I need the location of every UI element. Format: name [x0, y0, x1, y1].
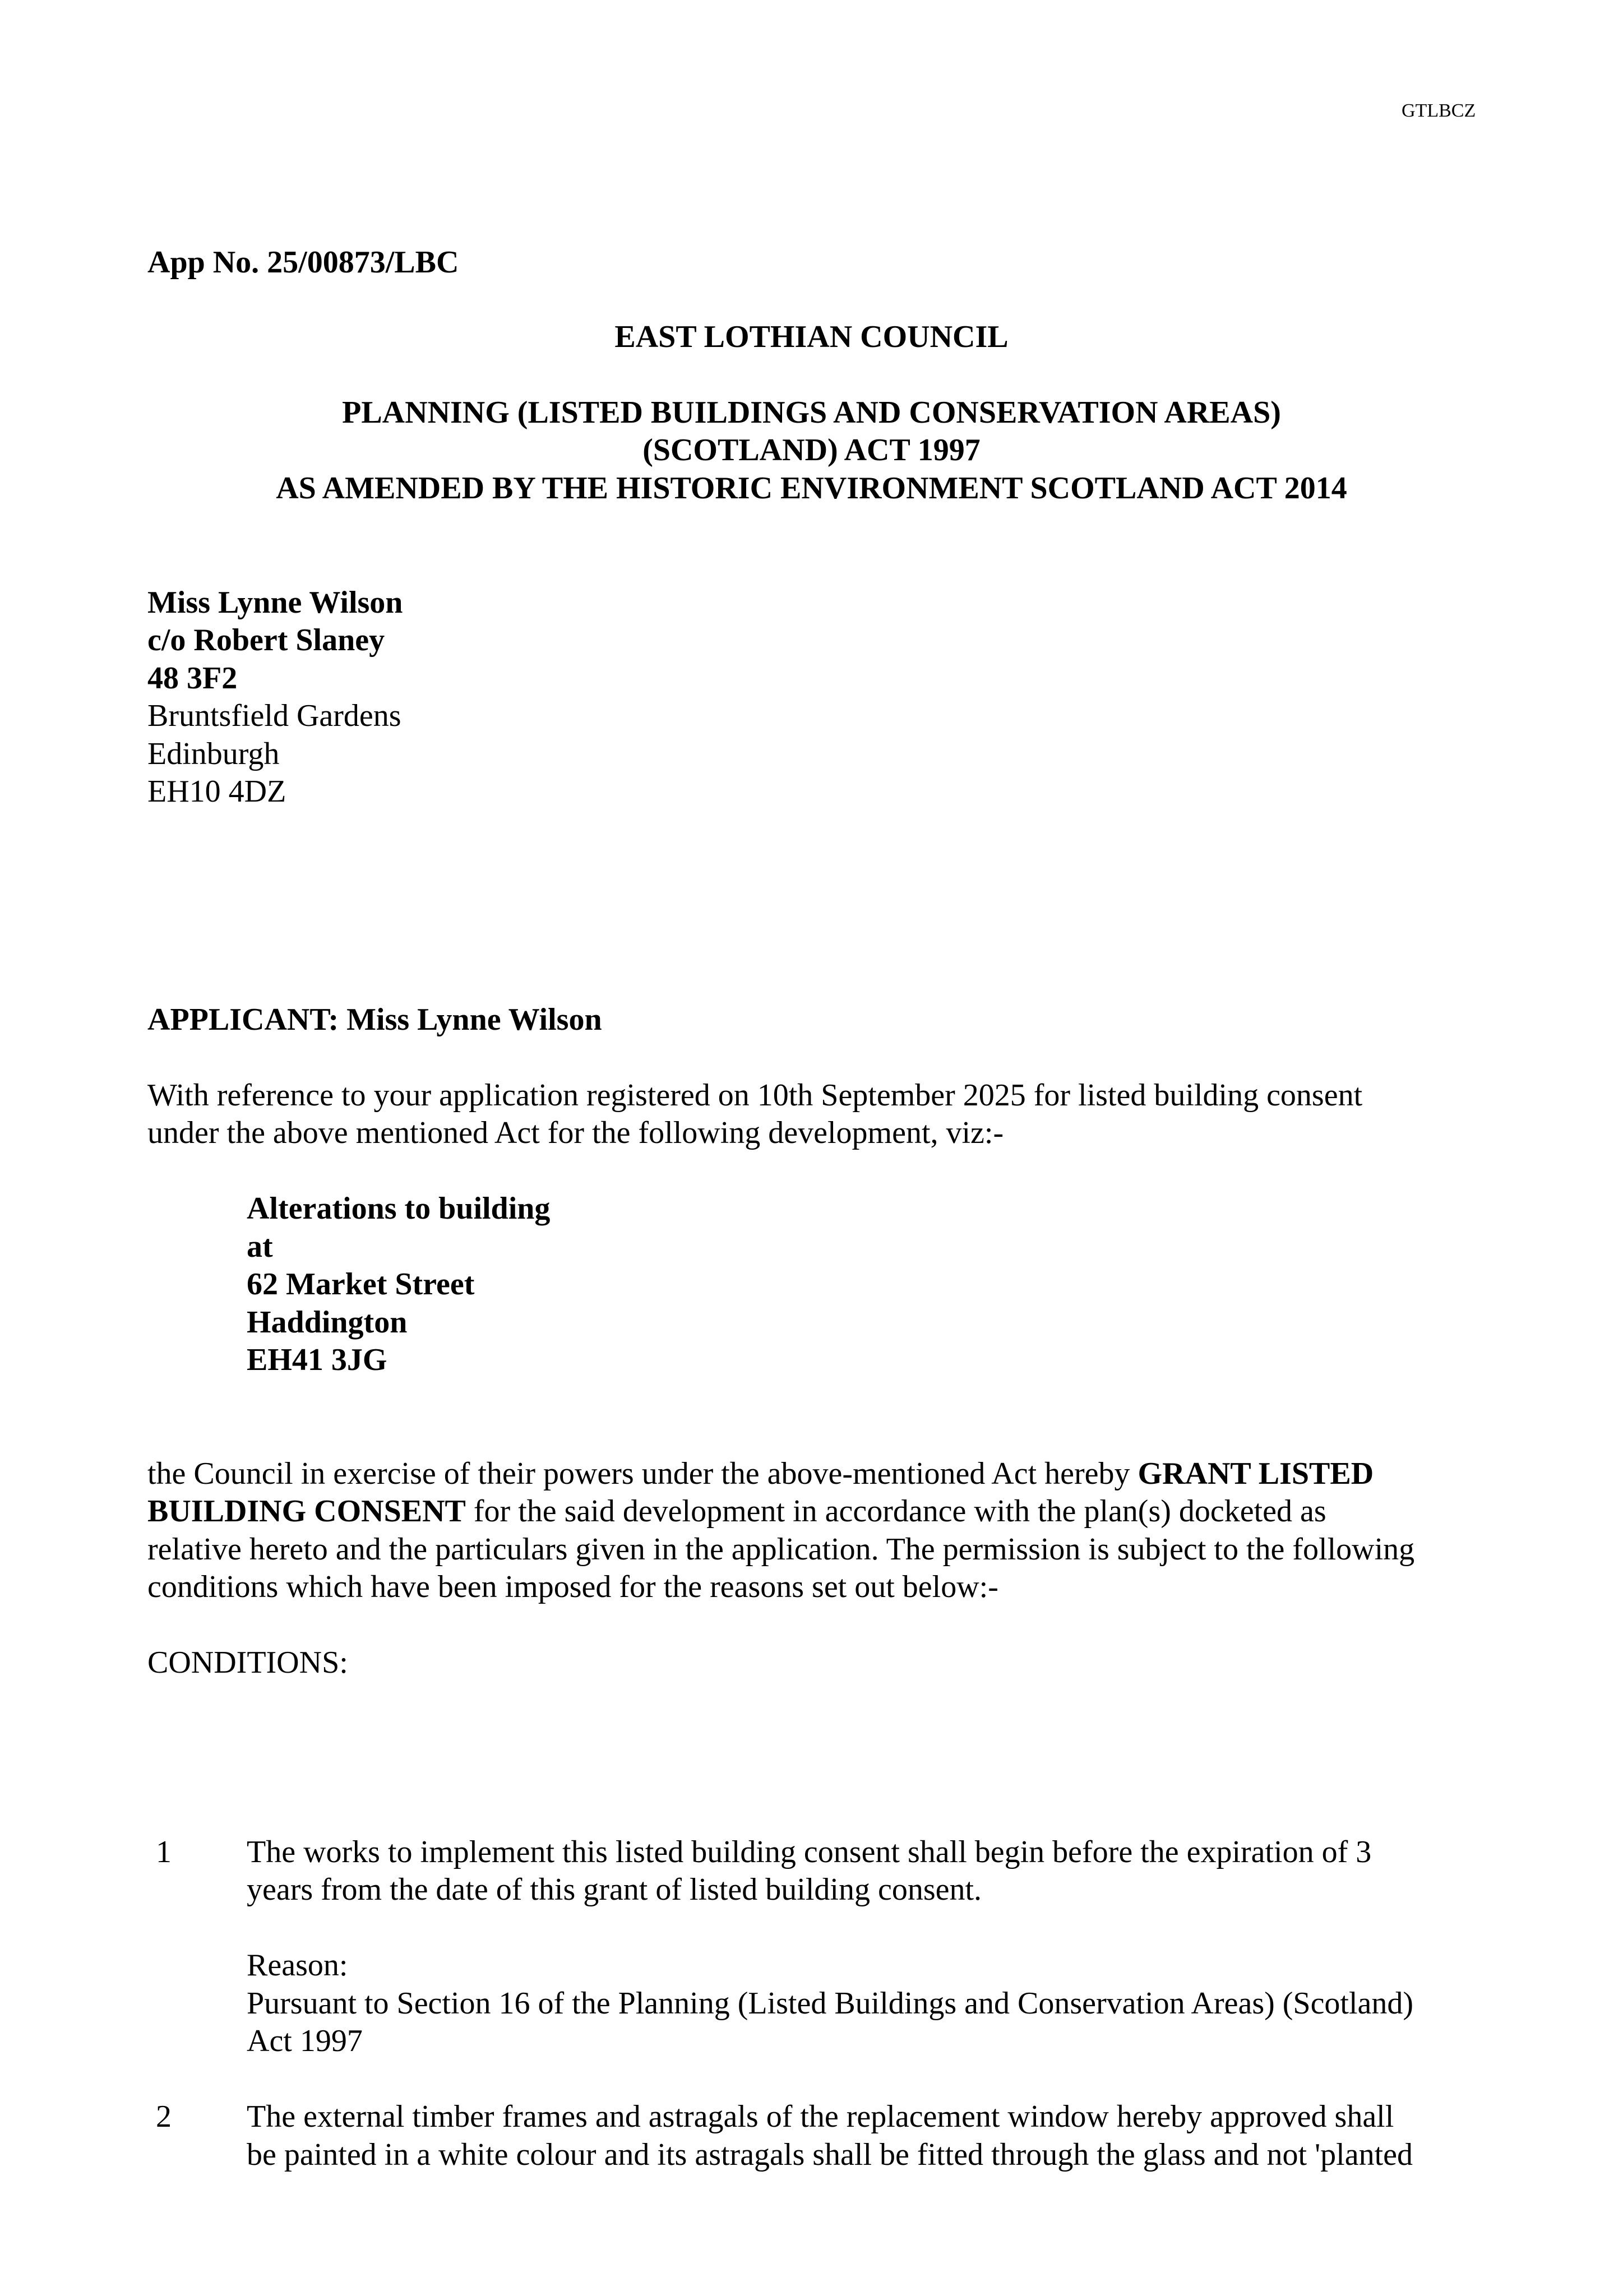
application-number: App No. 25/00873/LBC	[147, 245, 459, 280]
grant-line	[147, 1492, 1326, 1530]
recipient-flat: 48 3F2	[147, 661, 238, 696]
document-code: GTLBCZ	[1402, 100, 1476, 121]
condition-text: The external timber frames and astragals of the replacement window hereby approved shall	[247, 2099, 1394, 2134]
act-heading-line: (SCOTLAND) ACT 1997	[642, 433, 981, 467]
recipient-name: Miss Lynne Wilson	[147, 585, 403, 620]
grant-decision: BUILDING CONSENT	[147, 1494, 466, 1529]
conditions-heading: CONDITIONS:	[147, 1645, 348, 1680]
development-line: Haddington	[247, 1305, 408, 1340]
recipient-care-of: c/o Robert Slaney	[147, 623, 385, 658]
development-line: Alterations to building	[247, 1191, 551, 1226]
condition-text: be painted in a white colour and its astragals shall be fitted through the glass and not 'planted	[247, 2137, 1413, 2172]
condition-number: 1	[156, 1835, 172, 1869]
recipient-postcode: EH10 4DZ	[147, 774, 286, 809]
act-heading-line: AS AMENDED BY THE HISTORIC ENVIRONMENT SCOTLAND ACT 2014	[276, 471, 1347, 506]
act-heading-line: PLANNING (LISTED BUILDINGS AND CONSERVATION AREAS)	[342, 395, 1281, 430]
grant-line: conditions which have been imposed for the reasons set out below:-	[147, 1570, 998, 1604]
applicant-line: APPLICANT: Miss Lynne Wilson	[147, 1002, 602, 1037]
development-line: EH41 3JG	[247, 1343, 387, 1377]
development-line: at	[247, 1229, 273, 1264]
development-line: 62 Market Street	[247, 1267, 475, 1302]
condition-text: years from the date of this grant of listed building consent.	[247, 1872, 982, 1907]
grant-line	[147, 1455, 1374, 1493]
condition-reason-text: Act 1997	[247, 2024, 363, 2058]
condition-text: The works to implement this listed building consent shall begin before the expiration of 3	[247, 1835, 1372, 1869]
condition-number: 2	[156, 2099, 172, 2134]
reference-line: under the above mentioned Act for the following development, viz:-	[147, 1115, 1004, 1150]
grant-line: relative hereto and the particulars given in the application. The permission is subject to the following	[147, 1532, 1415, 1567]
recipient-street: Bruntsfield Gardens	[147, 698, 401, 733]
council-title: EAST LOTHIAN COUNCIL	[614, 320, 1009, 354]
reference-line: With reference to your application registered on 10th September 2025 for listed building consent	[147, 1078, 1363, 1113]
grant-decision: GRANT LISTED	[1138, 1456, 1374, 1491]
recipient-city: Edinburgh	[147, 737, 280, 771]
condition-reason-label: Reason:	[247, 1948, 348, 1983]
grant-text: the Council in exercise of their powers under the above-mentioned Act hereby	[147, 1456, 1138, 1491]
condition-reason-text: Pursuant to Section 16 of the Planning (Listed Buildings and Conservation Areas) (Scotland)	[247, 1986, 1414, 2021]
grant-text: for the said development in accordance with the plan(s) docketed as	[465, 1494, 1326, 1529]
